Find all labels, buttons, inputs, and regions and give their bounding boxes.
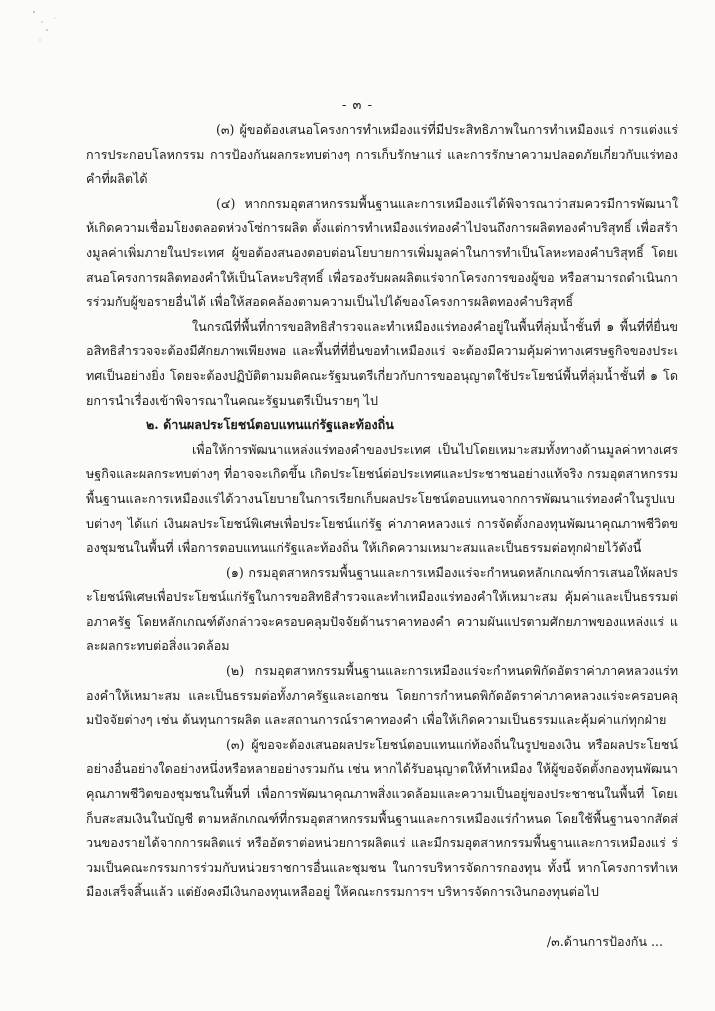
scan-specks xyxy=(0,0,100,60)
document-body xyxy=(86,118,678,905)
section-2-clause-3: (๓) ผู้ขอจะต้องเสนอผลประโยชน์ตอบแทนแก่ท้องถิ่นในรูปของเงิน หรือผลประโยชน์อย่างอื่นอย่างใดอย่างหนึ่งหรือหลายอย่างรวมกัน เช่น หากได้รับอนุญาตให้ทำเหมือง ให้ผู้ขอจัดตั้งกองทุนพัฒนาคุณภาพชีวิตของชุมชนในพื้นที่ เพื่อการพัฒนาคุณภาพสิ่งแวดล้อมและความเป็นอยู่ของประชาชนในพื้นที่ โดยเก็บสะสมเงินในบัญชี ตามหลักเกณฑ์ที่กรมอุตสาหกรรมพื้นฐานและการเหมืองแร่กำหนด โดยใช้พื้นฐานจากสัดส่วนของรายได้จากการผลิตแร่ หรืออัตราต่อหน่วยการผลิตแร่ และมีกรมอุตสาหกรรมพื้นฐานและการเหมืองแร่ ร่วมเป็นคณะกรรมการร่วมกับหน่วยราชการอื่นและชุมชน ในการบริหารจัดการกองทุน ทั้งนี้ หากโครงการทำเหมืองเสร็จสิ้นแล้ว แต่ยังคงมีเงินกองทุนเหลืออยู่ ให้คณะกรรมการฯ บริหารจัดการเงินกองทุนต่อไป xyxy=(86,736,678,900)
clause-3-proposal: (๓) ผู้ขอต้องเสนอโครงการทำเหมืองแร่ที่มีประสิทธิภาพในการทำเหมืองแร่ การแต่งแร่ การประกอบโลหกรรม การป้องกันผลกระทบต่างๆ การเก็บรักษาแร่ และการรักษาความปลอดภัยเกี่ยวกับแร่ทองคำที่ผลิตได้ xyxy=(86,122,678,187)
continuation-footer: /๓.ด้านการป้องกัน ... xyxy=(546,934,663,949)
section-2-clause-1: (๑) กรมอุตสาหกรรมพื้นฐานและการเหมืองแร่จะกำหนดหลักเกณฑ์การเสนอให้ผลประโยชน์พิเศษเพื่อประโยชน์แก่รัฐในการขอสิทธิสำรวจและทำเหมืองแร่ทองคำให้เหมาะสม คุ้มค่าและเป็นธรรมต่อภาครัฐ โดยหลักเกณฑ์ดังกล่าวจะครอบคลุมปัจจัยด้านราคาทองคำ ความผันแปรตามศักยภาพของแหล่งแร่ และผลกระทบต่อสิ่งแวดล้อม xyxy=(86,564,678,654)
page-number: - ๓ - xyxy=(342,98,373,113)
section-2-heading: ๒. ด้านผลประโยชน์ตอบแทนแก่รัฐและท้องถิ่น xyxy=(146,417,394,433)
section-2-intro: เพื่อให้การพัฒนาแหล่งแร่ทองคำของประเทศ เป็นไปโดยเหมาะสมทั้งทางด้านมูลค่าทางเศรษฐกิจและผลกระทบต่างๆ ที่อาจจะเกิดขึ้น เกิดประโยชน์ต่อประเทศและประชาชนอย่างแท้จริง กรมอุตสาหกรรมพื้นฐานและการเหมืองแร่ได้วางนโยบายในการเรียกเก็บผลประโยชน์ตอบแทนจากการพัฒนาแร่ทองคำในรูปแบบต่างๆ ได้แก่ เงินผลประโยชน์พิเศษเพื่อประโยชน์แก่รัฐ ค่าภาคหลวงแร่ การจัดตั้งกองทุนพัฒนาคุณภาพชีวิตของชุมชนในพื้นที่ เพื่อการตอบแทนแก่รัฐและท้องถิ่น ให้เกิดความเหมาะสมและเป็นธรรมต่อทุกฝ่ายไว้ดังนี้ xyxy=(86,441,678,556)
watershed-condition: ในกรณีที่พื้นที่การขอสิทธิสำรวจและทำเหมืองแร่ทองคำอยู่ในพื้นที่ลุ่มน้ำชั้นที่ ๑ พื้นที่ที่ยื่นขอสิทธิสำรวจจะต้องมีศักยภาพเพียงพอ และพื้นที่ที่ยื่นขอทำเหมืองแร่ จะต้องมีความคุ้มค่าทางเศรษฐกิจของประเทศเป็นอย่างยิ่ง โดยจะต้องปฏิบัติตามมติคณะรัฐมนตรีเกี่ยวกับการขออนุญาตใช้ประโยชน์พื้นที่ลุ่มน้ำชั้นที่ ๑ โดยการนำเรื่องเข้าพิจารณาในคณะรัฐมนตรีเป็นรายๆ ไป xyxy=(86,318,678,408)
section-2-clause-2: (๒) กรมอุตสาหกรรมพื้นฐานและการเหมืองแร่จะกำหนดพิกัดอัตราค่าภาคหลวงแร่ทองคำให้เหมาะสม และเป็นธรรมต่อทั้งภาครัฐและเอกชน โดยการกำหนดพิกัดอัตราค่าภาคหลวงแร่จะครอบคลุมปัจจัยต่างๆ เช่น ต้นทุนการผลิต และสถานการณ์ราคาทองคำ เพื่อให้เกิดความเป็นธรรมและคุ้มค่าแก่ทุกฝ่าย xyxy=(86,663,678,728)
clause-4-value-chain: (๔) หากกรมอุตสาหกรรมพื้นฐานและการเหมืองแร่ได้พิจารณาว่าสมควรมีการพัฒนาให้เกิดความเชื่อมโยงตลอดห่วงโซ่การผลิต ตั้งแต่การทำเหมืองแร่ทองคำไปจนถึงการผลิตทองคำบริสุทธิ์ เพื่อสร้างมูลค่าเพิ่มภายในประเทศ ผู้ขอต้องสนองตอบต่อนโยบายการเพิ่มมูลค่าในการทำเป็นโลหะทองคำบริสุทธิ์ โดยเสนอโครงการผลิตทองคำให้เป็นโลหะบริสุทธิ์ เพื่อรองรับผลผลิตแร่จากโครงการของผู้ขอ หรือสามารถดำเนินการร่วมกับผู้ขอรายอื่นได้ เพื่อให้สอดคล้องตามความเป็นไปได้ของโครงการผลิตทองคำบริสุทธิ์ xyxy=(86,195,678,310)
